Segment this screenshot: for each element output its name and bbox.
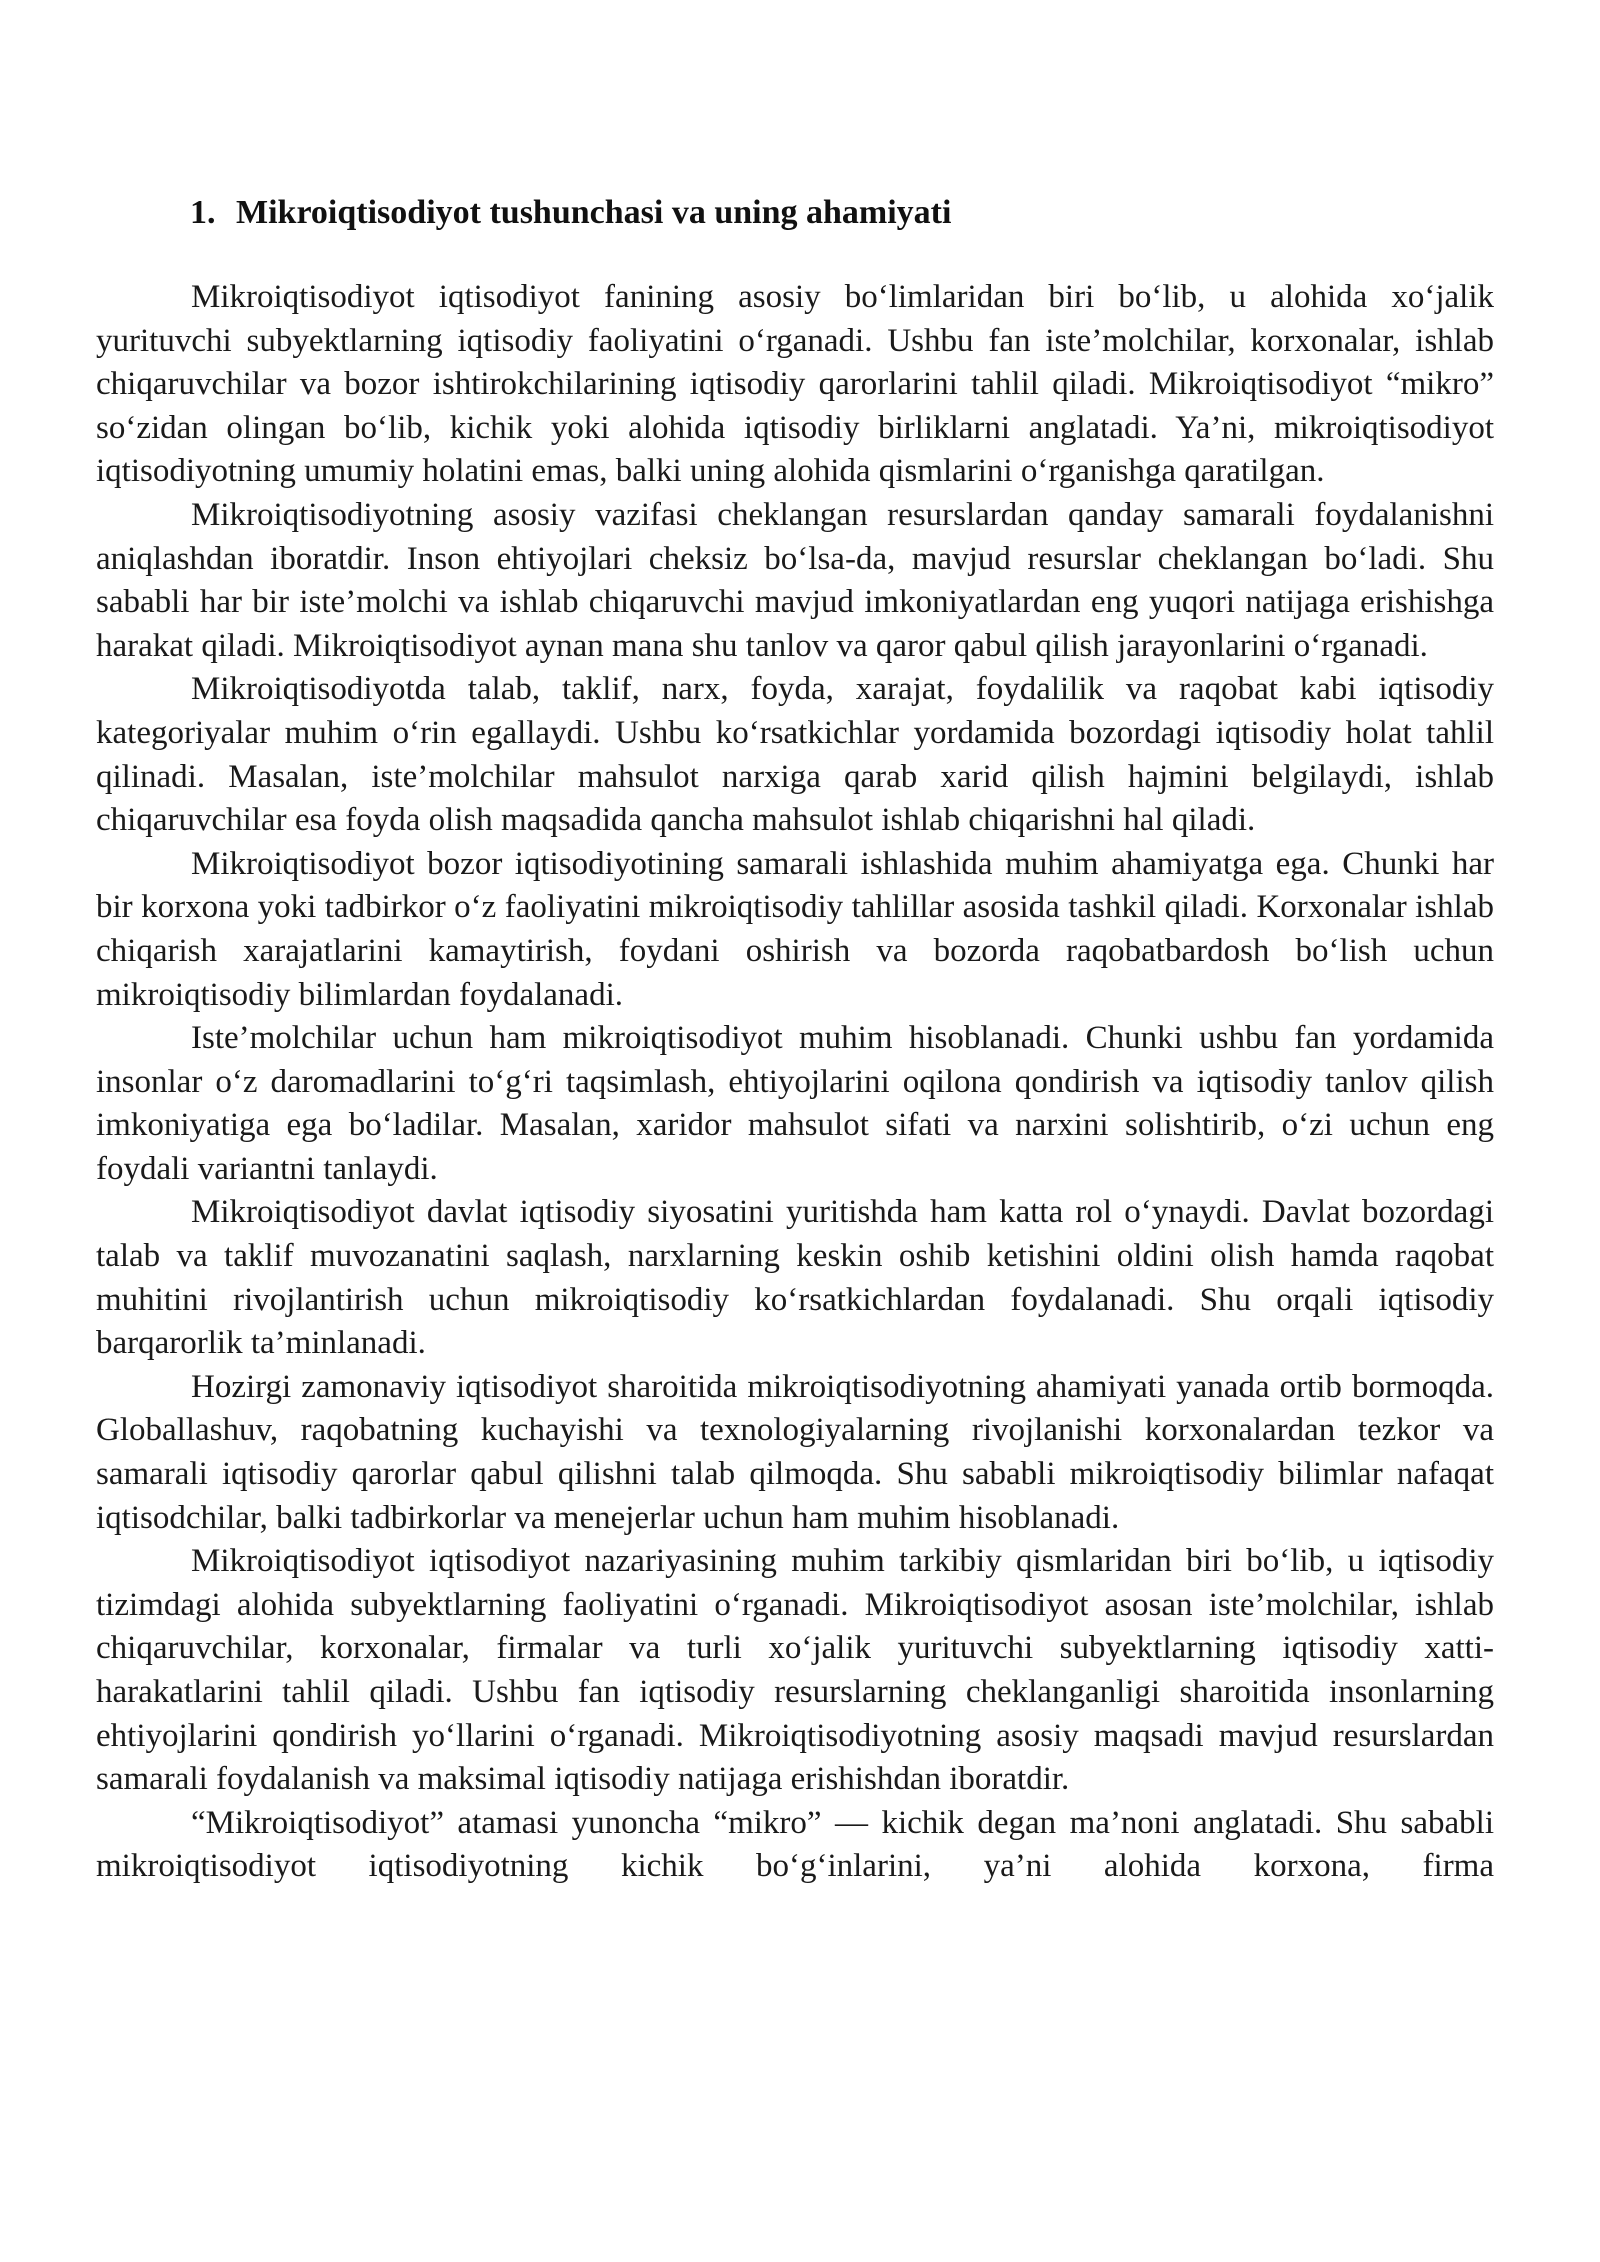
paragraph-5: Iste’molchilar uchun ham mikroiqtisodiyot muhim hisoblanadi. Chunki ushbu fan yordamida insonlar o‘z daromadlarini to‘g‘ri taqsimlash, ehtiyojlarini oqilona qondirish va iqtisodiy tanlov qilish imkoniyatiga ega bo‘ladilar. Masalan, xaridor mahsulot sifati va narxini solishtirib, o‘zi uchun eng foydali variantni tanlaydi. <box>96 1020 1494 1187</box>
paragraph-2: Mikroiqtisodiyotning asosiy vazifasi cheklangan resurslardan qanday samarali foydalanishni aniqlashdan iboratdir. Inson ehtiyojlari cheksiz bo‘lsa-da, mavjud resurslar cheklangan bo‘ladi. Shu sababli har bir iste’molchi va ishlab chiqaruvchi mavjud imkoniyatlardan eng yuqori natijaga erishishga harakat qiladi. Mikroiqtisodiyot aynan mana shu tanlov va qaror qabul qilish jarayonlarini o‘rganadi. <box>96 496 1494 664</box>
document-content <box>96 190 1494 1889</box>
section-title: Mikroiqtisodiyot tushunchasi va uning ahamiyati <box>236 194 952 231</box>
paragraph-7: Hozirgi zamonaviy iqtisodiyot sharoitida mikroiqtisodiyotning ahamiyati yanada ortib bormoqda. Globallashuv, raqobatning kuchayishi va texnologiyalarning rivojlanishi korxonalardan tezkor va samarali iqtisodiy qarorlar qabul qilishni talab qilmoqda. Shu sababli mikroiqtisodiy bilimlar nafaqat iqtisodchilar, balki tadbirkorlar va menejerlar uchun ham muhim hisoblanadi. <box>96 1368 1494 1536</box>
section-number: 1. <box>190 194 216 231</box>
paragraph-9: “Mikroiqtisodiyot” atamasi yunoncha “mikro” — kichik degan ma’noni anglatadi. Shu sababli mikroiqtisodiyot iqtisodiyotning kichik bo‘g‘inlarini, ya’ni alohida korxona, firma <box>96 1804 1494 1885</box>
paragraph-6: Mikroiqtisodiyot davlat iqtisodiy siyosatini yuritishda ham katta rol o‘ynaydi. Davlat bozordagi talab va taklif muvozanatini saqlash, narxlarning keskin oshib ketishini oldini olish hamda raqobat muhitini rivojlantirish uchun mikroiqtisodiy ko‘rsatkichlardan foydalanadi. Shu orqali iqtisodiy barqarorlik ta’minlanadi. <box>96 1194 1494 1362</box>
paragraph-8: Mikroiqtisodiyot iqtisodiyot nazariyasining muhim tarkibiy qismlaridan biri bo‘lib, u iqtisodiy tizimdagi alohida subyektlarning faoliyatini o‘rganadi. Mikroiqtisodiyot asosan iste’molchilar, ishlab chiqaruvchilar, korxonalar, firmalar va turli xo‘jalik yurituvchi subyektlarning iqtisodiy xatti-harakatlarini tahlil qiladi. Ushbu fan iqtisodiy resurslarning cheklanganligi sharoitida insonlarning ehtiyojlarini qondirish yo‘llarini o‘rganadi. Mikroiqtisodiyotning asosiy maqsadi mavjud resurslardan samarali foydalanish va maksimal iqtisodiy natijaga erishishdan iboratdir. <box>96 1543 1494 1798</box>
paragraph-3: Mikroiqtisodiyotda talab, taklif, narx, foyda, xarajat, foydalilik va raqobat kabi iqtisodiy kategoriyalar muhim o‘rin egallaydi. Ushbu ko‘rsatkichlar yordamida bozordagi iqtisodiy holat tahlil qilinadi. Masalan, iste’molchilar mahsulot narxiga qarab xarid qilish hajmini belgilaydi, ishlab chiqaruvchilar esa foyda olish maqsadida qancha mahsulot ishlab chiqarishni hal qiladi. <box>96 671 1494 839</box>
section-heading <box>190 190 1494 236</box>
paragraph-1: Mikroiqtisodiyot iqtisodiyot fanining asosiy bo‘limlaridan biri bo‘lib, u alohida xo‘jalik yurituvchi subyektlarning iqtisodiy faoliyatini o‘rganadi. Ushbu fan iste’molchilar, korxonalar, ishlab chiqaruvchilar va bozor ishtirokchilarining iqtisodiy qarorlarini tahlil qiladi. Mikroiqtisodiyot “mikro” so‘zidan olingan bo‘lib, kichik yoki alohida iqtisodiy birliklarni anglatadi. Ya’ni, mikroiqtisodiyot iqtisodiyotning umumiy holatini emas, balki uning alohida qismlarini o‘rganishga qaratilgan. <box>96 279 1494 490</box>
paragraph-4: Mikroiqtisodiyot bozor iqtisodiyotining samarali ishlashida muhim ahamiyatga ega. Chunki har bir korxona yoki tadbirkor o‘z faoliyatini mikroiqtisodiy tahlillar asosida tashkil qiladi. Korxonalar ishlab chiqarish xarajatlarini kamaytirish, foydani oshirish va bozorda raqobatbardosh bo‘lish uchun mikroiqtisodiy bilimlardan foydalanadi. <box>96 845 1494 1013</box>
